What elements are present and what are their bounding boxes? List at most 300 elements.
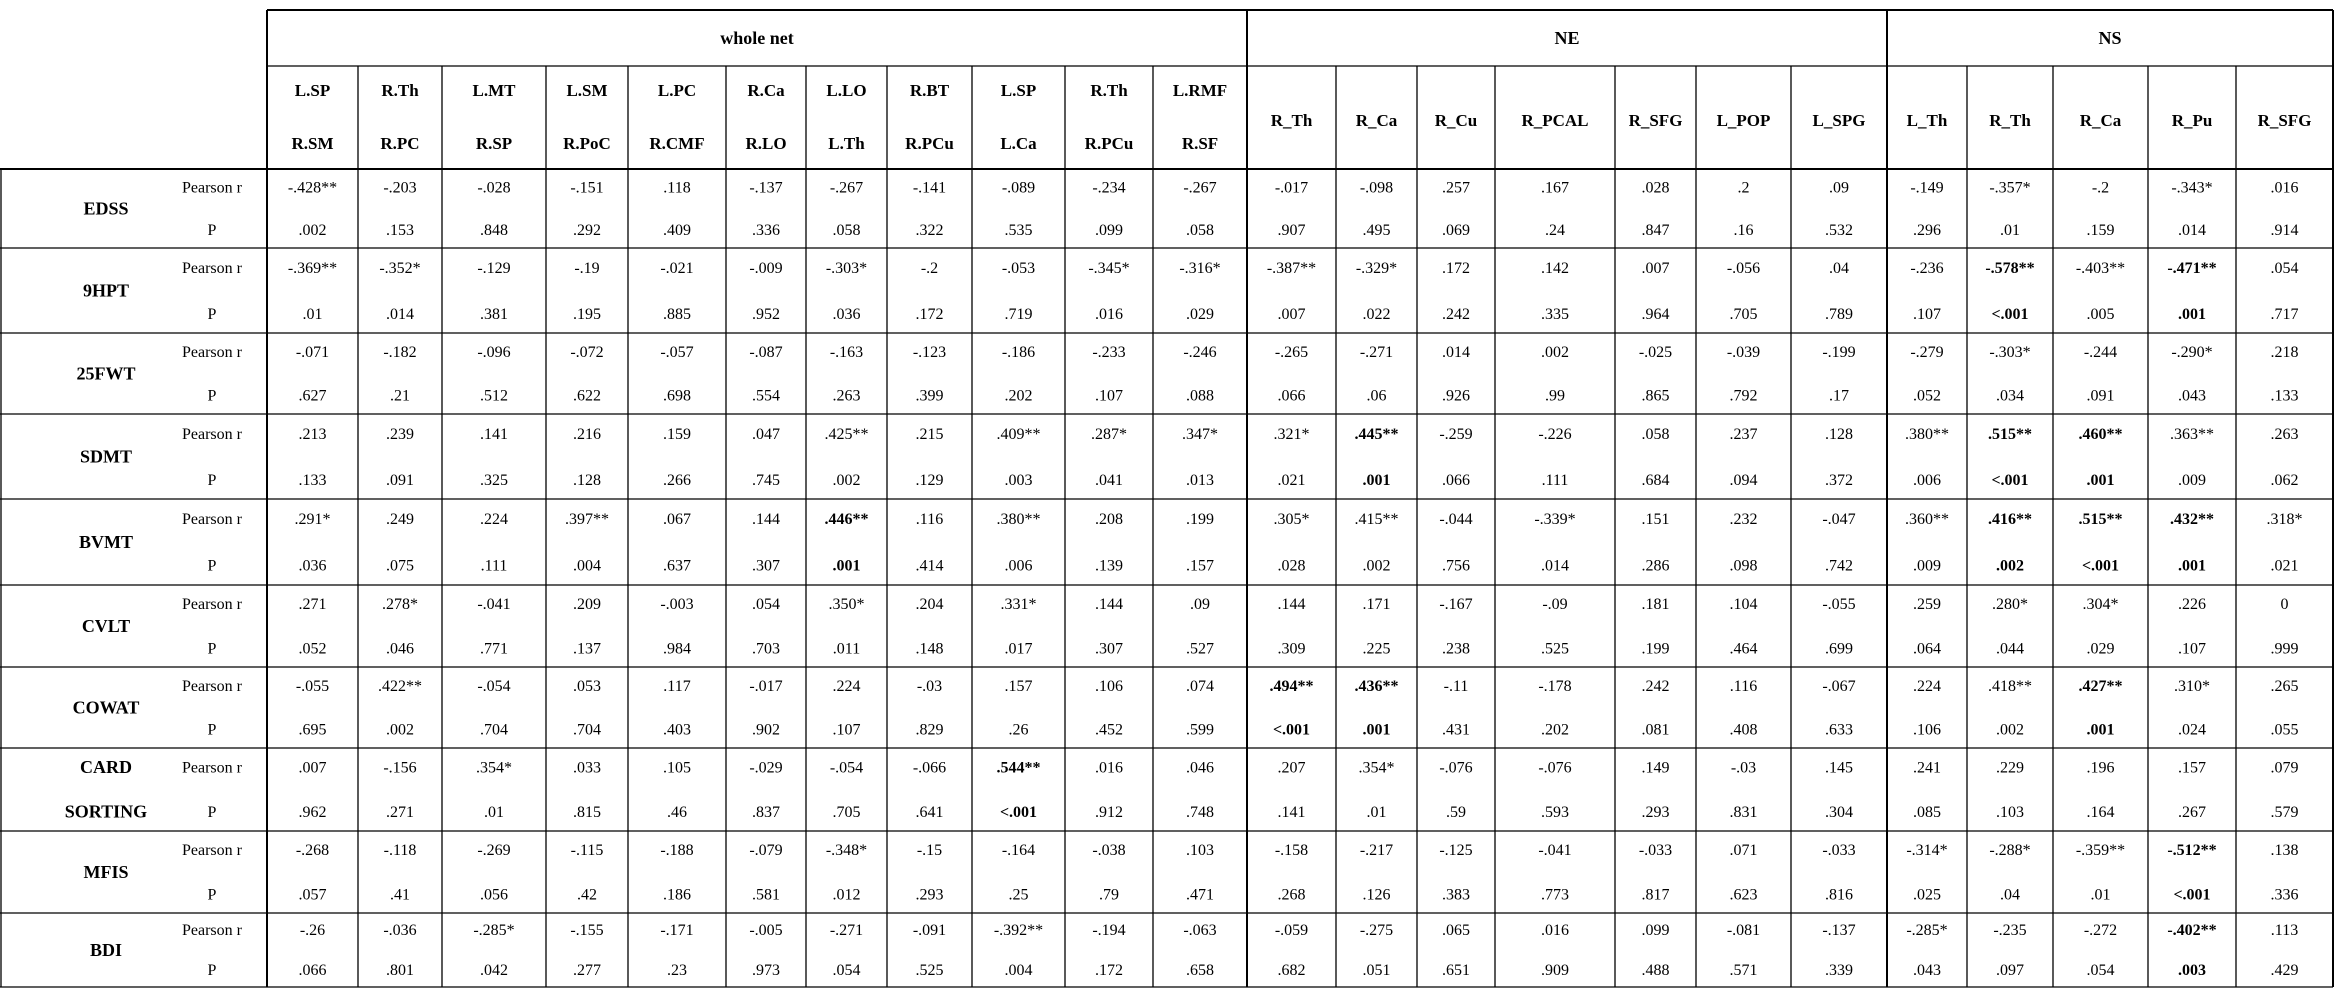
- column-header-bottom: R.SF: [1181, 133, 1219, 153]
- p-value-cell: .007: [1277, 305, 1306, 323]
- p-value-cell: .926: [1442, 387, 1470, 405]
- pearson-r-cell: -.054: [477, 677, 511, 695]
- pearson-r-cell: .159: [663, 425, 691, 443]
- pearson-r-cell: -.141: [912, 179, 947, 197]
- p-value-cell: .107: [2178, 640, 2206, 658]
- p-value-cell: .831: [1729, 804, 1758, 822]
- p-value-cell: .335: [1541, 305, 1569, 323]
- pearson-r-cell: .397**: [565, 511, 609, 529]
- p-value-cell: .126: [1362, 886, 1391, 904]
- pearson-r-cell: .215: [915, 425, 944, 443]
- p-value-cell: .658: [1186, 962, 1214, 980]
- p-value-cell: .129: [915, 471, 944, 489]
- pearson-r-cell: -.194: [1092, 922, 1126, 940]
- p-value-cell: .623: [1729, 886, 1758, 904]
- column-header: L_POP: [1716, 110, 1771, 130]
- p-value-cell: .637: [663, 557, 691, 575]
- pearson-r-cell: .118: [663, 179, 691, 197]
- p-value-cell: .46: [667, 804, 687, 822]
- pearson-r-cell: -.054: [829, 759, 864, 777]
- pearson-r-cell: -.017: [749, 677, 783, 695]
- pearson-r-cell: -.234: [1092, 179, 1126, 197]
- stat-label-pearson: Pearson r: [182, 596, 242, 614]
- pearson-r-cell: -.09: [1542, 596, 1568, 614]
- pearson-r-cell: .432**: [2170, 511, 2214, 529]
- pearson-r-cell: .418**: [1988, 677, 2032, 695]
- pearson-r-cell: -.226: [1538, 425, 1572, 443]
- p-value-cell: .403: [663, 721, 691, 739]
- p-value-cell: .703: [752, 640, 780, 658]
- p-value-cell: .004: [1004, 962, 1033, 980]
- stat-label-pearson: Pearson r: [182, 677, 242, 695]
- pearson-r-cell: .007: [298, 759, 327, 777]
- pearson-r-cell: .113: [2270, 922, 2299, 940]
- stat-label-p: P: [207, 640, 217, 658]
- pearson-r-cell: -.236: [1910, 259, 1944, 277]
- p-value-cell: .21: [390, 387, 410, 405]
- p-value-cell: .028: [1277, 557, 1306, 575]
- p-value-cell: .133: [298, 471, 327, 489]
- stat-label-p: P: [207, 222, 217, 240]
- pearson-r-cell: .071: [1729, 842, 1758, 860]
- p-value-cell: .025: [1913, 886, 1941, 904]
- stat-label-p: P: [207, 471, 217, 489]
- pearson-r-cell: -.089: [1001, 179, 1036, 197]
- p-value-cell: .075: [386, 557, 414, 575]
- pearson-r-cell: .046: [1186, 759, 1214, 777]
- pearson-r-cell: .04: [1829, 259, 1849, 277]
- pearson-r-cell: -.156: [383, 759, 417, 777]
- p-value-cell: .002: [298, 222, 327, 240]
- pearson-r-cell: .105: [663, 759, 691, 777]
- p-value-cell: .004: [573, 557, 601, 575]
- p-value-cell: .817: [1641, 886, 1670, 904]
- p-value-cell: .593: [1541, 804, 1569, 822]
- pearson-r-cell: -.392**: [993, 922, 1044, 940]
- pearson-r-cell: -.275: [1359, 922, 1394, 940]
- pearson-r-cell: -.329*: [1355, 259, 1398, 277]
- stat-label-p: P: [207, 721, 217, 739]
- column-header-top: L.LO: [826, 80, 867, 100]
- pearson-r-cell: -.081: [1726, 922, 1761, 940]
- pearson-r-cell: .065: [1442, 922, 1470, 940]
- pearson-r-cell: .229: [1996, 759, 2024, 777]
- p-value-cell: .704: [480, 721, 508, 739]
- stat-label-p: P: [207, 962, 217, 980]
- p-value-cell: .006: [1913, 471, 1941, 489]
- column-header-top: L.SM: [566, 80, 608, 100]
- p-value-cell: .172: [915, 305, 944, 323]
- row-label: COWAT: [72, 697, 140, 718]
- p-value-cell: .719: [1004, 305, 1033, 323]
- pearson-r-cell: .259: [1913, 596, 1941, 614]
- pearson-r-cell: -.125: [1439, 842, 1473, 860]
- pearson-r-cell: .380**: [1905, 425, 1949, 443]
- p-value-cell: .159: [2086, 222, 2115, 240]
- pearson-r-cell: -.15: [916, 842, 943, 860]
- p-value-cell: .099: [1095, 222, 1123, 240]
- pearson-r-cell: .249: [386, 511, 414, 529]
- p-value-cell: .001: [2086, 471, 2115, 489]
- p-value-cell: .139: [1095, 557, 1123, 575]
- p-value-cell: .024: [2178, 721, 2206, 739]
- pearson-r-cell: -.512**: [2167, 842, 2217, 860]
- pearson-r-cell: .544**: [996, 759, 1041, 777]
- pearson-r-cell: .199: [1186, 511, 1214, 529]
- p-value-cell: <.001: [1272, 721, 1311, 739]
- p-value-cell: .057: [298, 886, 327, 904]
- p-value-cell: .103: [1996, 804, 2024, 822]
- p-value-cell: .773: [1541, 886, 1569, 904]
- stat-label-pearson: Pearson r: [182, 842, 242, 860]
- p-value-cell: .641: [915, 804, 944, 822]
- pearson-r-cell: -.357*: [1989, 179, 2031, 197]
- pearson-r-cell: .354*: [476, 759, 512, 777]
- pearson-r-cell: .058: [1641, 425, 1670, 443]
- pearson-r-cell: .242: [1641, 677, 1670, 695]
- pearson-r-cell: -.359**: [2075, 842, 2126, 860]
- pearson-r-cell: .415**: [1354, 511, 1399, 529]
- pearson-r-cell: -.009: [749, 259, 783, 277]
- column-header: R_Cu: [1434, 110, 1478, 130]
- pearson-r-cell: -.267: [1183, 179, 1217, 197]
- pearson-r-cell: -.186: [1001, 343, 1036, 361]
- p-value-cell: .01: [2000, 222, 2020, 240]
- pearson-r-cell: -.268: [295, 842, 330, 860]
- pearson-r-cell: -.021: [660, 259, 694, 277]
- p-value-cell: .984: [663, 640, 691, 658]
- pearson-r-cell: -.188: [660, 842, 694, 860]
- column-header-top: R.Th: [1090, 80, 1128, 100]
- column-header-top: R.Th: [381, 80, 419, 100]
- p-value-cell: .195: [573, 305, 601, 323]
- p-value-cell: .699: [1825, 640, 1853, 658]
- pearson-r-cell: 0: [2280, 596, 2289, 614]
- column-header: R_SFG: [2257, 110, 2312, 130]
- pearson-r-cell: -.11: [1443, 677, 1469, 695]
- pearson-r-cell: .304*: [2082, 596, 2119, 614]
- p-value-cell: .535: [1004, 222, 1033, 240]
- p-value-cell: .164: [2086, 804, 2115, 822]
- pearson-r-cell: .224: [1913, 677, 1941, 695]
- pearson-r-cell: .128: [1825, 425, 1853, 443]
- p-value-cell: .532: [1825, 222, 1853, 240]
- p-value-cell: .801: [386, 962, 414, 980]
- p-value-cell: .408: [1729, 721, 1758, 739]
- pearson-r-cell: -.053: [1001, 259, 1036, 277]
- pearson-r-cell: .310*: [2174, 677, 2210, 695]
- p-value-cell: .914: [2270, 222, 2299, 240]
- p-value-cell: .043: [1913, 962, 1941, 980]
- pearson-r-cell: -.076: [1538, 759, 1572, 777]
- p-value-cell: .029: [1186, 305, 1214, 323]
- p-value-cell: .043: [2178, 387, 2206, 405]
- pearson-r-cell: -.091: [912, 922, 947, 940]
- group-header: NE: [1554, 28, 1580, 49]
- pearson-r-cell: -.203: [383, 179, 417, 197]
- p-value-cell: <.001: [2081, 557, 2120, 575]
- pearson-r-cell: .007: [1641, 259, 1670, 277]
- p-value-cell: <.001: [1991, 305, 2029, 323]
- pearson-r-cell: .204: [915, 596, 944, 614]
- pearson-r-cell: .237: [1729, 425, 1758, 443]
- p-value-cell: .202: [1004, 387, 1033, 405]
- p-value-cell: .907: [1277, 222, 1306, 240]
- pearson-r-cell: .172: [1442, 259, 1470, 277]
- p-value-cell: .001: [1362, 471, 1391, 489]
- p-value-cell: .622: [573, 387, 601, 405]
- row-label: 25FWT: [76, 363, 136, 384]
- p-value-cell: .909: [1541, 962, 1569, 980]
- p-value-cell: .962: [298, 804, 327, 822]
- pearson-r-cell: .144: [1277, 596, 1306, 614]
- pearson-r-cell: -.115: [570, 842, 604, 860]
- pearson-r-cell: .103: [1186, 842, 1214, 860]
- p-value-cell: .266: [663, 471, 691, 489]
- pearson-r-cell: .033: [573, 759, 601, 777]
- p-value-cell: .829: [915, 721, 944, 739]
- pearson-r-cell: -.03: [916, 677, 943, 695]
- pearson-r-cell: .515**: [2078, 511, 2123, 529]
- pearson-r-cell: .280*: [1992, 596, 2028, 614]
- pearson-r-cell: .047: [752, 425, 780, 443]
- pearson-r-cell: -.137: [1822, 922, 1856, 940]
- p-value-cell: .172: [1095, 962, 1123, 980]
- p-value-cell: .01: [484, 804, 504, 822]
- p-value-cell: .107: [1913, 305, 1941, 323]
- pearson-r-cell: .014: [1442, 343, 1470, 361]
- pearson-r-cell: -.057: [660, 343, 694, 361]
- pearson-r-cell: -.041: [477, 596, 511, 614]
- column-header: L_Th: [1906, 110, 1948, 130]
- pearson-r-cell: -.269: [477, 842, 511, 860]
- row-label: MFIS: [83, 862, 129, 883]
- row-label: SDMT: [79, 446, 133, 467]
- pearson-r-cell: -.271: [829, 922, 864, 940]
- row-label: CVLT: [81, 616, 131, 637]
- p-value-cell: .271: [386, 804, 414, 822]
- pearson-r-cell: -.271: [1359, 343, 1394, 361]
- pearson-r-cell: .494**: [1269, 677, 1314, 695]
- p-value-cell: .309: [1277, 640, 1306, 658]
- p-value-cell: .094: [1729, 471, 1758, 489]
- p-value-cell: .964: [1641, 305, 1670, 323]
- pearson-r-cell: -.056: [1726, 259, 1761, 277]
- pearson-r-cell: .321*: [1273, 425, 1310, 443]
- p-value-cell: .046: [386, 640, 414, 658]
- pearson-r-cell: -.03: [1730, 759, 1757, 777]
- pearson-r-cell: -.087: [749, 343, 783, 361]
- pearson-r-cell: -.151: [570, 179, 604, 197]
- pearson-r-cell: -.428**: [287, 179, 338, 197]
- p-value-cell: .002: [1996, 721, 2024, 739]
- pearson-r-cell: .318*: [2266, 511, 2303, 529]
- p-value-cell: .014: [1541, 557, 1569, 575]
- p-value-cell: .044: [1996, 640, 2024, 658]
- p-value-cell: .525: [1541, 640, 1569, 658]
- pearson-r-cell: -.158: [1274, 842, 1309, 860]
- p-value-cell: .705: [1729, 305, 1758, 323]
- pearson-r-cell: .354*: [1358, 759, 1395, 777]
- pearson-r-cell: -.339*: [1534, 511, 1576, 529]
- pearson-r-cell: -.2: [920, 259, 939, 277]
- p-value-cell: .742: [1825, 557, 1853, 575]
- p-value-cell: .055: [2270, 721, 2299, 739]
- p-value-cell: .705: [832, 804, 861, 822]
- p-value-cell: .01: [1366, 804, 1387, 822]
- pearson-r-cell: -.055: [295, 677, 330, 695]
- p-value-cell: .058: [1186, 222, 1214, 240]
- p-value-cell: .24: [1545, 222, 1565, 240]
- p-value-cell: .837: [752, 804, 780, 822]
- p-value-cell: .527: [1186, 640, 1214, 658]
- p-value-cell: <.001: [1991, 471, 2029, 489]
- pearson-r-cell: -.403**: [2075, 259, 2126, 277]
- column-header-top: L.MT: [472, 80, 516, 100]
- p-value-cell: .133: [2270, 387, 2299, 405]
- p-value-cell: .633: [1825, 721, 1853, 739]
- pearson-r-cell: .380**: [996, 511, 1041, 529]
- p-value-cell: .225: [1362, 640, 1391, 658]
- pearson-r-cell: -.038: [1092, 842, 1126, 860]
- p-value-cell: .001: [1362, 721, 1391, 739]
- p-value-cell: .097: [1996, 962, 2024, 980]
- pearson-r-cell: -.067: [1822, 677, 1856, 695]
- pearson-r-cell: .054: [752, 596, 780, 614]
- p-value-cell: .111: [480, 557, 508, 575]
- p-value-cell: .04: [2000, 886, 2020, 904]
- p-value-cell: .704: [573, 721, 601, 739]
- stat-label-pearson: Pearson r: [182, 922, 242, 940]
- pearson-r-cell: .196: [2086, 759, 2115, 777]
- pearson-r-cell: .104: [1729, 596, 1758, 614]
- stat-label-p: P: [207, 305, 217, 323]
- pearson-r-cell: -.345*: [1088, 259, 1130, 277]
- pearson-r-cell: -.071: [295, 343, 330, 361]
- p-value-cell: .336: [752, 222, 780, 240]
- p-value-cell: .912: [1095, 804, 1123, 822]
- p-value-cell: .002: [832, 471, 861, 489]
- pearson-r-cell: .157: [1004, 677, 1033, 695]
- p-value-cell: .041: [1095, 471, 1123, 489]
- pearson-r-cell: -.066: [912, 759, 947, 777]
- column-header: R_PCAL: [1521, 110, 1589, 130]
- p-value-cell: .002: [386, 721, 414, 739]
- pearson-r-cell: -.265: [1274, 343, 1309, 361]
- p-value-cell: .307: [752, 557, 780, 575]
- pearson-r-cell: -.369**: [287, 259, 338, 277]
- pearson-r-cell: -.028: [477, 179, 511, 197]
- p-value-cell: .137: [573, 640, 601, 658]
- p-value-cell: .012: [832, 886, 861, 904]
- pearson-r-cell: .425**: [824, 425, 869, 443]
- row-label-line: CARD: [80, 756, 132, 777]
- p-value-cell: .052: [1913, 387, 1941, 405]
- p-value-cell: .651: [1442, 962, 1470, 980]
- p-value-cell: .339: [1825, 962, 1853, 980]
- stat-label-p: P: [207, 387, 217, 405]
- pearson-r-cell: -.155: [570, 922, 604, 940]
- pearson-r-cell: -.171: [660, 922, 694, 940]
- pearson-r-cell: .239: [386, 425, 414, 443]
- pearson-r-cell: -.005: [749, 922, 783, 940]
- pearson-r-cell: .287*: [1091, 425, 1127, 443]
- row-label: BDI: [89, 940, 123, 961]
- p-value-cell: .014: [386, 305, 414, 323]
- row-label: 9HPT: [82, 280, 130, 301]
- pearson-r-cell: .422**: [378, 677, 422, 695]
- pearson-r-cell: .116: [1729, 677, 1758, 695]
- pearson-r-cell: -.033: [1638, 842, 1673, 860]
- pearson-r-cell: -.352*: [379, 259, 421, 277]
- p-value-cell: .431: [1442, 721, 1470, 739]
- p-value-cell: .003: [2178, 962, 2206, 980]
- p-value-cell: .042: [480, 962, 508, 980]
- p-value-cell: .107: [1095, 387, 1123, 405]
- pearson-r-cell: .436**: [1354, 677, 1399, 695]
- p-value-cell: .017: [1004, 640, 1033, 658]
- p-value-cell: .902: [752, 721, 780, 739]
- pearson-r-cell: .331*: [1000, 596, 1037, 614]
- p-value-cell: .148: [915, 640, 944, 658]
- p-value-cell: .581: [752, 886, 780, 904]
- p-value-cell: .59: [1446, 804, 1466, 822]
- stat-label-pearson: Pearson r: [182, 259, 242, 277]
- p-value-cell: .054: [2086, 962, 2115, 980]
- p-value-cell: .41: [390, 886, 410, 904]
- column-header-bottom: L.Ca: [1000, 133, 1037, 153]
- pearson-r-cell: -.003: [660, 596, 694, 614]
- pearson-r-cell: .265: [2270, 677, 2299, 695]
- pearson-r-cell: .409**: [996, 425, 1041, 443]
- p-value-cell: .99: [1545, 387, 1565, 405]
- pearson-r-cell: .149: [1641, 759, 1670, 777]
- pearson-r-cell: .363**: [2170, 425, 2214, 443]
- p-value-cell: .002: [1362, 557, 1391, 575]
- pearson-r-cell: -.343*: [2171, 179, 2213, 197]
- p-value-cell: .141: [1277, 804, 1306, 822]
- p-value-cell: .525: [915, 962, 944, 980]
- p-value-cell: .304: [1825, 804, 1853, 822]
- p-value-cell: .698: [663, 387, 691, 405]
- pearson-r-cell: .167: [1541, 179, 1569, 197]
- p-value-cell: .001: [2178, 305, 2206, 323]
- stat-label-p: P: [207, 886, 217, 904]
- column-header: R_Th: [1989, 110, 2031, 130]
- pearson-r-cell: .347*: [1182, 425, 1218, 443]
- p-value-cell: .627: [298, 387, 327, 405]
- p-value-cell: .372: [1825, 471, 1853, 489]
- pearson-r-cell: .138: [2270, 842, 2299, 860]
- p-value-cell: .695: [298, 721, 327, 739]
- p-value-cell: .021: [2270, 557, 2299, 575]
- pearson-r-cell: .213: [298, 425, 327, 443]
- p-value-cell: .816: [1825, 886, 1853, 904]
- pearson-r-cell: -.072: [570, 343, 604, 361]
- pearson-r-cell: .157: [2178, 759, 2206, 777]
- pearson-r-cell: .416**: [1988, 511, 2032, 529]
- p-value-cell: .381: [480, 305, 508, 323]
- row-label: EDSS: [83, 198, 129, 219]
- p-value-cell: .001: [2178, 557, 2206, 575]
- p-value-cell: .107: [832, 721, 861, 739]
- column-header-top: R.BT: [909, 80, 950, 100]
- p-value-cell: .054: [832, 962, 861, 980]
- p-value-cell: .293: [915, 886, 944, 904]
- pearson-r-cell: .226: [2178, 596, 2206, 614]
- column-header-top: L.PC: [657, 80, 697, 100]
- pearson-r-cell: -.314*: [1906, 842, 1948, 860]
